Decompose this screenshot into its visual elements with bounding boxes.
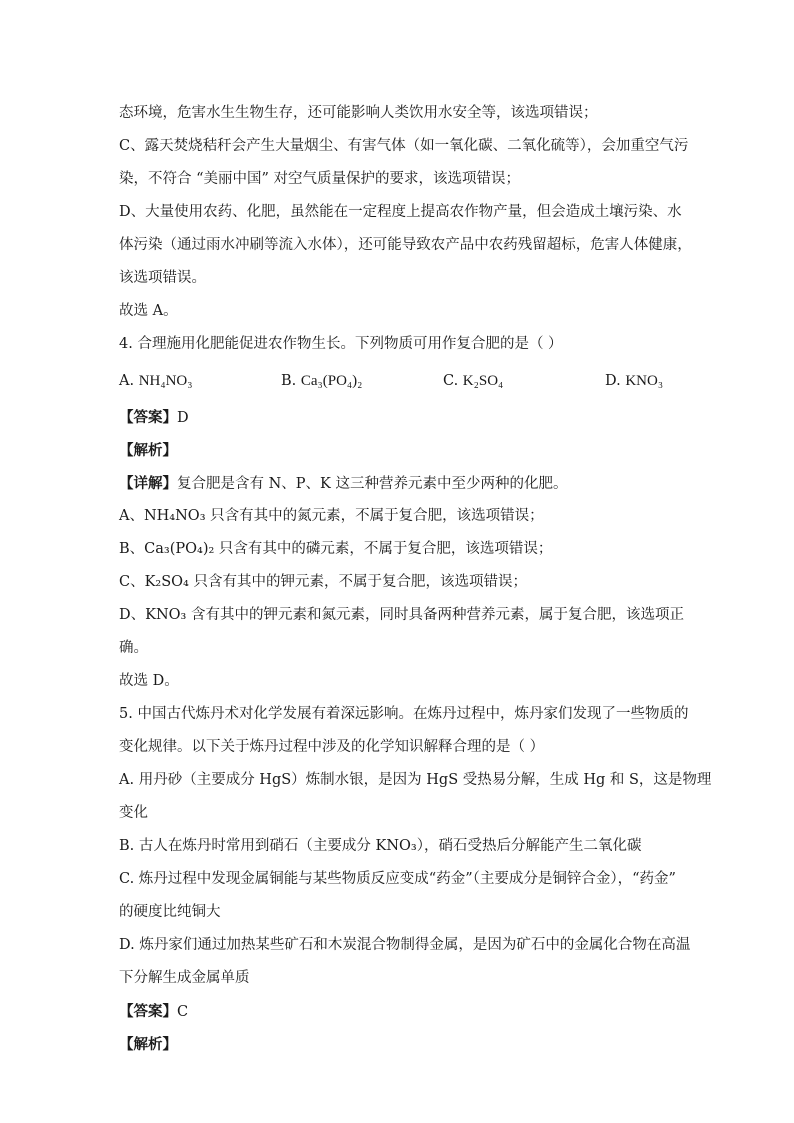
q4-option-a (119, 365, 281, 398)
q5-stem-line-2: 变化规律。以下关于炼丹过程中涉及的化学知识解释合理的是（ ） (119, 739, 545, 755)
q4-analysis-tag: 【解析】 (119, 442, 177, 459)
q3-option-d-line-1: D、大量使用农药、化肥，虽然能在一定程度上提高农作物产量，但会造成土壤污染、水 (119, 204, 682, 220)
q4-analysis-c: C、K₂SO₄ 只含有其中的钾元素，不属于复合肥，该选项错误； (119, 574, 527, 590)
document-page (119, 97, 712, 1061)
q4-option-d-formula: KNO₃ (625, 372, 664, 389)
q5-option-d-line-1: D. 炼丹家们通过加热某些矿石和木炭混合物制得金属，是因为矿石中的金属化合物在高温 (119, 937, 691, 953)
q5-answer-value: C (177, 1004, 189, 1020)
q4-detail-text: 复合肥是含有 N、P、K 这三种营养元素中至少两种的化肥。 (177, 476, 568, 492)
q4-option-c-formula: K₂SO₄ (462, 372, 504, 389)
q3-analysis-line-1: 态环境，危害水生生物生存，还可能影响人类饮用水安全等，该选项错误； (119, 105, 598, 121)
q5-option-c-line-2: 的硬度比纯铜大 (119, 904, 221, 920)
q4-answer (119, 401, 679, 434)
q3-option-c-line-2: 染，不符合 “美丽中国” 对空气质量保护的要求，该选项错误； (119, 171, 521, 187)
q4-option-c (443, 365, 605, 398)
q4-answer-value: D (177, 410, 189, 426)
q5-analysis-tag: 【解析】 (119, 1036, 177, 1053)
q4-option-a-formula: NH₄NO₃ (138, 372, 193, 389)
q3-option-c-line-1: C、露天焚烧秸秆会产生大量烟尘、有害气体（如一氧化碳、二氧化硫等），会加重空气污 (119, 138, 689, 154)
q4-answer-tag: 【答案】 (119, 409, 177, 426)
q4-analysis-d-line-1: D、KNO₃ 含有其中的钾元素和氮元素，同时具备两种营养元素，属于复合肥，该选项正 (119, 607, 684, 623)
q4-option-a-letter: A. (119, 372, 135, 389)
q3-option-d-line-2: 体污染（通过雨水冲刷等流入水体），还可能导致农产品中农药残留超标，危害人体健康， (119, 237, 692, 253)
q5-option-a-line-2: 变化 (119, 805, 148, 821)
q4-option-b-letter: B. (281, 372, 297, 389)
q4-analysis-d-line-2: 确。 (119, 640, 148, 656)
q4-detail (119, 467, 679, 500)
q4-option-d (605, 365, 663, 398)
q3-choice: 故选 A。 (119, 303, 178, 319)
q4-options (119, 361, 679, 401)
q5-answer (119, 995, 679, 1028)
q5-option-d-line-2: 下分解生成金属单质 (119, 970, 250, 986)
q5-answer-tag: 【答案】 (119, 1003, 177, 1020)
q4-detail-tag: 【详解】 (119, 475, 177, 492)
q4-stem: 4. 合理施用化肥能促进农作物生长。下列物质可用作复合肥的是（ ） (119, 336, 563, 352)
q5-option-b: B. 古人在炼丹时常用到硝石（主要成分 KNO₃），硝石受热后分解能产生二氧化碳 (119, 838, 642, 854)
q5-option-c-line-1: C. 炼丹过程中发现金属铜能与某些物质反应变成“药金”（主要成分是铜锌合金），“药金” (119, 871, 676, 887)
q4-choice: 故选 D。 (119, 673, 179, 689)
q4-option-b-formula: Ca₃(PO₄)₂ (300, 372, 363, 389)
q3-option-d-line-3: 该选项错误。 (119, 270, 206, 286)
q4-analysis-b: B、Ca₃(PO₄)₂ 只含有其中的磷元素，不属于复合肥，该选项错误； (119, 541, 553, 557)
q5-option-a-line-1: A. 用丹砂（主要成分 HgS）炼制水银，是因为 HgS 受热易分解，生成 Hg 和 S，这是物理 (119, 772, 712, 788)
q4-option-c-letter: C. (443, 372, 459, 389)
q4-option-d-letter: D. (605, 372, 621, 389)
q4-analysis-a: A、NH₄NO₃ 只含有其中的氮元素，不属于复合肥，该选项错误； (119, 508, 544, 524)
q5-stem-line-1: 5. 中国古代炼丹术对化学发展有着深远影响。在炼丹过程中，炼丹家们发现了一些物质的 (119, 706, 689, 722)
q4-option-b (281, 365, 443, 398)
